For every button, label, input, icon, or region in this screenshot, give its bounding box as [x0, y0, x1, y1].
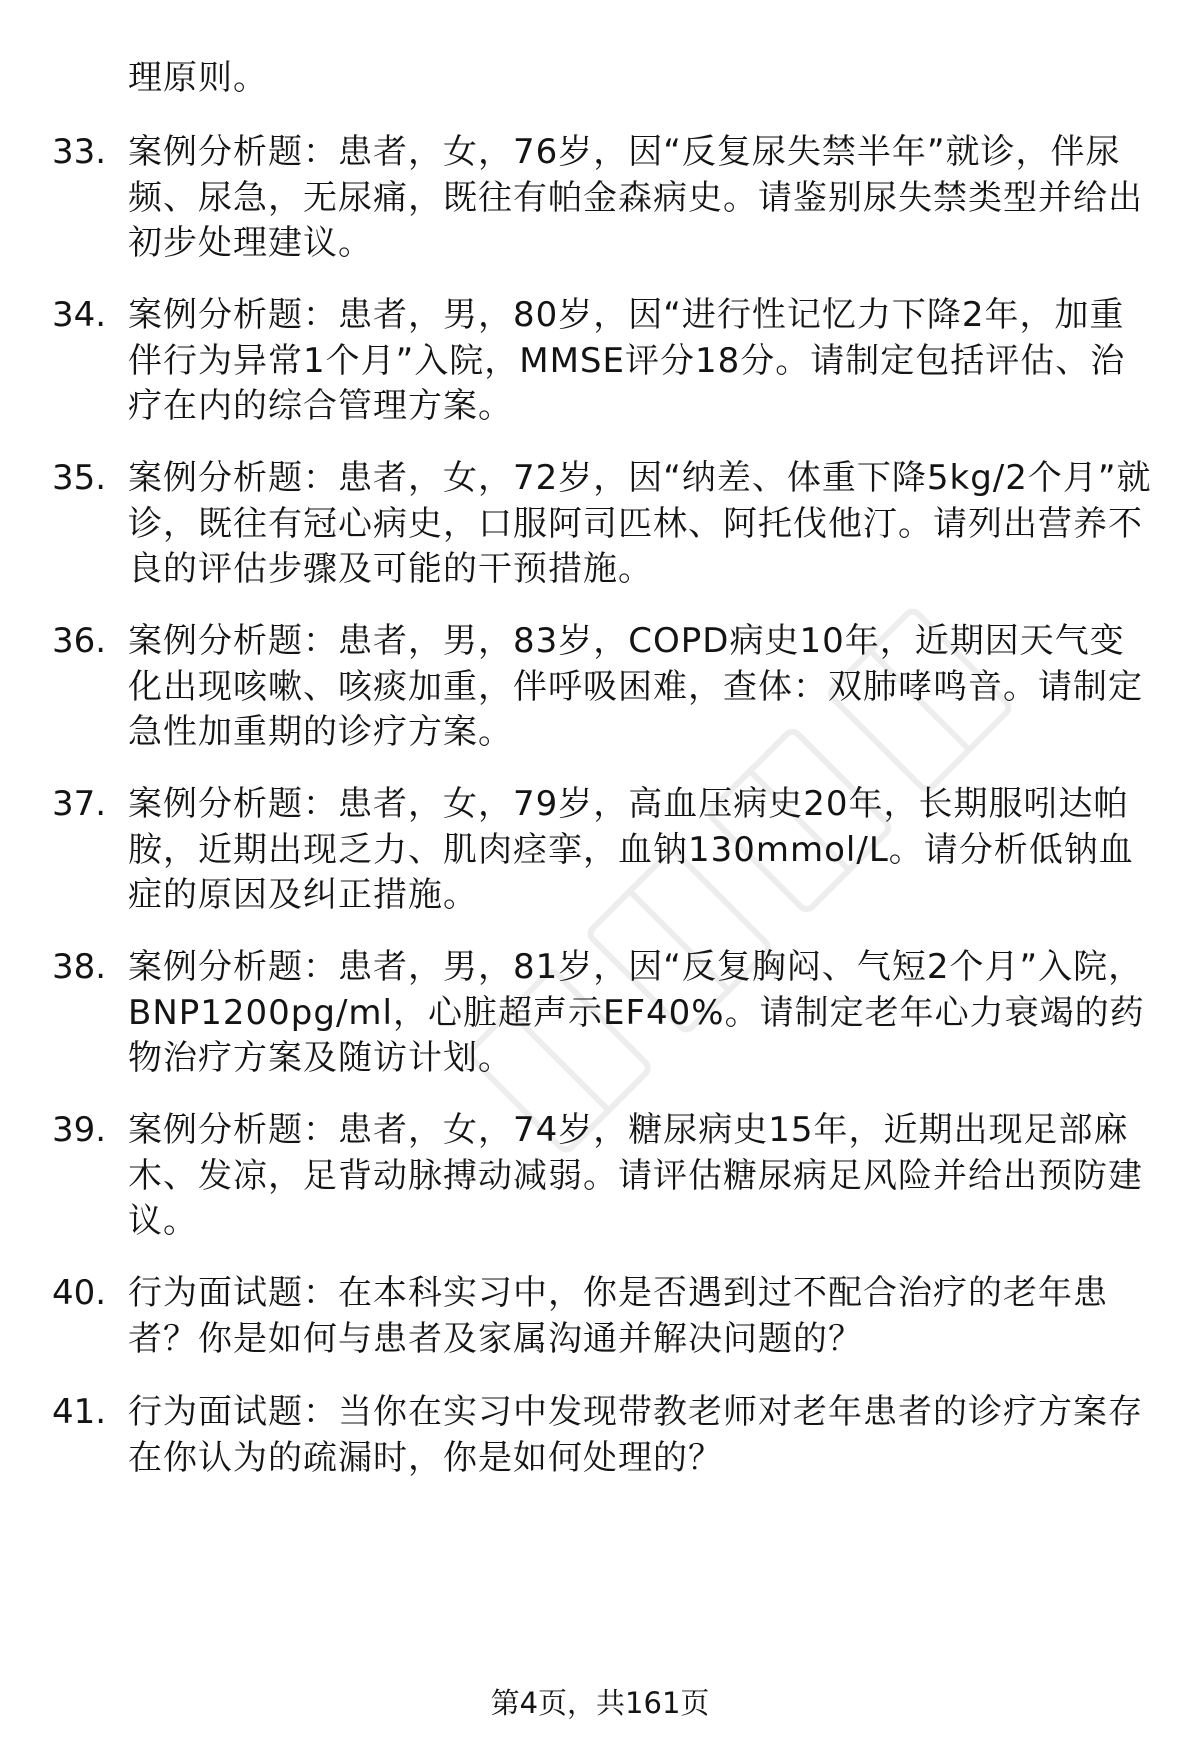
page-footer: 第4页，共161页	[490, 1686, 710, 1720]
continuation-text: 理原则。	[128, 58, 268, 98]
question-number: 33.	[52, 132, 107, 172]
question-text: 案例分析题：患者，女，79岁，高血压病史20年，长期服吲达帕胺，近期出现乏力、肌肉痉挛，血钠130mmol/L。请分析低钠血症的原因及纠正措施。	[128, 784, 1134, 915]
question-number: 36.	[52, 621, 107, 661]
question-text: 行为面试题：当你在实习中发现带教老师对老年患者的诊疗方案存在你认为的疏漏时，你是如何处理的？	[128, 1392, 1143, 1478]
question-number: 41.	[52, 1392, 107, 1432]
question-text: 案例分析题：患者，男，80岁，因“进行性记忆力下降2年，加重伴行为异常1个月”入院，MMSE评分18分。请制定包括评估、治疗在内的综合管理方案。	[128, 295, 1126, 426]
question-number: 38.	[52, 947, 107, 987]
question-text: 行为面试题：在本科实习中，你是否遇到过不配合治疗的老年患者？你是如何与患者及家属沟通并解决问题的？	[128, 1273, 1108, 1359]
question-text: 案例分析题：患者，男，83岁，COPD病史10年，近期因天气变化出现咳嗽、咳痰加重，伴呼吸困难，查体：双肺哮鸣音。请制定急性加重期的诊疗方案。	[128, 621, 1143, 752]
question-number: 40.	[52, 1273, 107, 1313]
question-text: 案例分析题：患者，男，81岁，因“反复胸闷、气短2个月”入院，BNP1200pg/ml，心脏超声示EF40%。请制定老年心力衰竭的药物治疗方案及随访计划。	[128, 947, 1145, 1078]
question-number: 35.	[52, 458, 107, 498]
question-number: 37.	[52, 784, 107, 824]
question-text: 案例分析题：患者，女，74岁，糖尿病史15年，近期出现足部麻木、发凉，足背动脉搏动减弱。请评估糖尿病足风险并给出预防建议。	[128, 1110, 1143, 1241]
question-number: 39.	[52, 1110, 107, 1150]
question-number: 34.	[52, 295, 107, 335]
question-text: 案例分析题：患者，女，76岁，因“反复尿失禁半年”就诊，伴尿频、尿急，无尿痛，既往有帕金森病史。请鉴别尿失禁类型并给出初步处理建议。	[128, 132, 1143, 263]
question-text: 案例分析题：患者，女，72岁，因“纳差、体重下降5kg/2个月”就诊，既往有冠心病史，口服阿司匹林、阿托伐他汀。请列出营养不良的评估步骤及可能的干预措施。	[128, 458, 1152, 589]
